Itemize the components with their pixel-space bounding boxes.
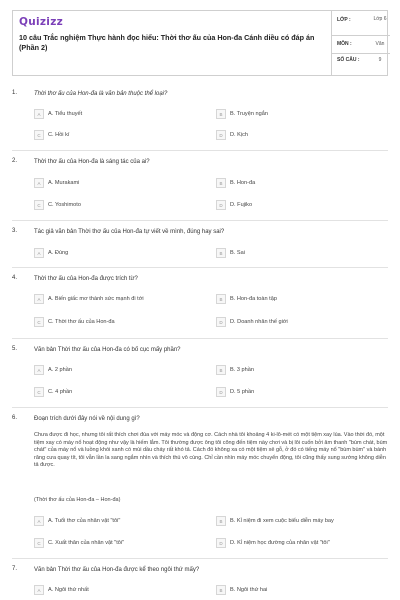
question-text: Tác giả văn bản Thời thơ ấu của Hon-đa tự viết về mình, đúng hay sai? [34,229,225,235]
option-text: C. Thời thơ ấu của Hon-đa [48,318,115,325]
option-text: D. 5 phần [230,388,255,395]
question-number: 2. [12,158,18,164]
option-a[interactable] [34,294,204,306]
option-letter-box: B [216,109,226,119]
question-text: Thời thơ ấu của Hon-đa là văn bản thuộc thể loại? [34,91,168,97]
option-text: A. Tuổi thơ của nhân vật "tôi" [48,517,121,524]
option-a[interactable] [34,109,204,121]
option-text: C. Xuất thân của nhân vật "tôi" [48,539,125,546]
option-text: A. Biến giấc mơ thành sức mạnh đi tới [48,295,144,302]
option-c[interactable] [34,130,204,142]
option-text: D. Kỉ niệm học đường của nhân vật "tôi" [230,539,330,546]
option-text: B. Sai [230,249,245,256]
option-text: D. Fujiko [230,201,253,208]
option-letter-box: B [216,516,226,526]
option-letter-box: A [34,109,44,119]
question-divider [12,150,388,151]
option-letter-box: D [216,387,226,397]
option-text: C. 4 phần [48,388,73,395]
option-letter-box: A [34,248,44,258]
option-b[interactable] [216,178,386,190]
question-number: 6. [12,415,18,421]
meta-divider [332,53,390,54]
option-text: B. Truyện ngắn [230,110,268,117]
option-d[interactable] [216,317,386,329]
question-number: 4. [12,275,18,281]
meta-grade-value: Lớp 6 [373,16,387,22]
option-d[interactable] [216,200,386,212]
option-letter-box: C [34,317,44,327]
option-letter-box: A [34,585,44,595]
option-text: D. Kịch [230,131,249,138]
option-letter-box: C [34,387,44,397]
option-c[interactable] [34,317,204,329]
question-text: Văn bản Thời thơ ấu của Hon-đa được kể theo ngôi thứ mấy? [34,567,200,573]
option-letter-box: A [34,294,44,304]
reading-passage: Chưa được đi học, nhưng tôi rất thích chơi đùa với máy móc và động cơ. Cách nhà tôi khoảng 4 ki-lô-mét có một tiệm xay lúa. Vào thời đó, một tiệm xay có máy nổ hoạt động như vậy là hiếm lắm. Tôi thường được ông tôi cõng đến tiệm này chơi và bị lôi cuốn bởi âm thanh "bùm chát, bùm chát" của máy nổ và luồng khói xanh có mùi dầu cháy rất khó tả. Cách đó không xa có một tiệm xẻ gỗ, ở đó có tiếng máy nổ "bùm bùm" và bánh răng cưa quay tít, tôi vẫn lần la sang ngắm nhìn và thích thú vô cùng. Chỉ cần nhìn máy móc chuyển động, tôi cũng thấy sung sướng không diễn tả được. [34,432,388,469]
option-letter-box: C [34,538,44,548]
worksheet-title: 10 câu Trắc nghiệm Thực hành đọc hiểu: Thời thơ ấu của Hon-đa Cánh diều có đáp án (Phần 2) [19,33,315,52]
option-text: A. Ngôi thứ nhất [48,586,89,593]
meta-grade-label: LỚP : [337,17,351,23]
option-letter-box: D [216,317,226,327]
question-divider [12,220,388,221]
option-text: B. Hon-đa toàn tập [230,295,277,302]
option-b[interactable] [216,365,386,377]
question-number: 3. [12,228,18,234]
question-divider [12,558,388,559]
option-text: A. Đúng [48,249,69,256]
option-text: B. Ngôi thứ hai [230,586,268,593]
option-letter-box: A [34,178,44,188]
worksheet-header [12,10,388,76]
question-divider [12,407,388,408]
option-letter-box: C [34,200,44,210]
option-letter-box: D [216,538,226,548]
option-a[interactable] [34,178,204,190]
option-text: A. Tiểu thuyết [48,110,83,117]
option-letter-box: B [216,585,226,595]
option-letter-box: A [34,365,44,375]
option-c[interactable] [34,538,204,550]
option-b[interactable] [216,109,386,121]
option-b[interactable] [216,585,386,597]
question-number: 1. [12,90,18,96]
option-c[interactable] [34,200,204,212]
worksheet-meta [331,11,389,75]
option-letter-box: B [216,294,226,304]
option-letter-box: D [216,200,226,210]
option-text: B. Kỉ niệm đi xem cuộc biểu diễn máy bay [230,517,334,524]
meta-count-label: SỐ CÂU : [337,57,360,63]
question-number: 7. [12,566,18,572]
option-a[interactable] [34,248,204,260]
option-text: C. Yoshimoto [48,201,81,208]
option-d[interactable] [216,130,386,142]
question-divider [12,267,388,268]
passage-source: (Thời thơ ấu của Hon-đa – Hon-đa) [34,497,121,503]
option-letter-box: B [216,365,226,375]
option-text: A. 2 phần [48,366,72,373]
option-b[interactable] [216,294,386,306]
option-text: B. Hon-đa [230,179,256,186]
question-text: Đoạn trích dưới đây nói về nội dung gì? [34,416,140,422]
option-letter-box: C [34,130,44,140]
option-a[interactable] [34,365,204,377]
option-text: D. Doanh nhân thế giới [230,318,288,325]
option-c[interactable] [34,387,204,399]
option-letter-box: A [34,516,44,526]
meta-divider [332,35,390,36]
option-a[interactable] [34,585,204,597]
option-letter-box: D [216,130,226,140]
option-text: C. Hồi kí [48,131,70,138]
question-text: Thời thơ ấu của Hon-đa được trích từ? [34,276,138,282]
option-b[interactable] [216,516,386,528]
quizizz-logo: Quizizz [19,16,64,28]
meta-subject-label: MÔN : [337,41,352,47]
question-text: Văn bản Thời thơ ấu của Hon-đa có bố cục mấy phần? [34,347,181,353]
option-d[interactable] [216,387,386,399]
meta-subject-value: Văn [375,41,385,47]
option-letter-box: B [216,178,226,188]
option-text: A. Murakami [48,179,80,186]
question-number: 5. [12,346,18,352]
question-text: Thời thơ ấu của Hon-đa là sáng tác của ai? [34,159,150,165]
meta-count-value: 9 [378,57,382,63]
question-divider [12,338,388,339]
option-text: B. 3 phần [230,366,254,373]
option-d[interactable] [216,538,386,550]
option-a[interactable] [34,516,204,528]
option-letter-box: B [216,248,226,258]
option-b[interactable] [216,248,386,260]
